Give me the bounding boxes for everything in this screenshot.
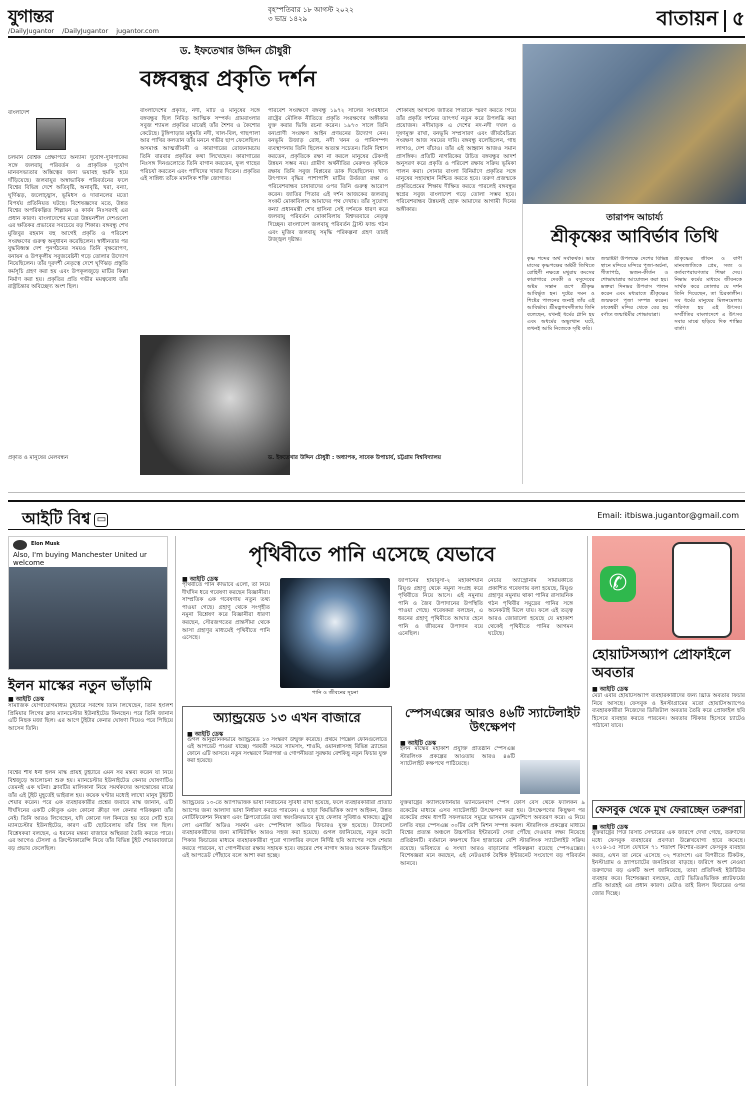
facebook-desk: ■ আইটি ডেস্ক xyxy=(592,824,629,831)
water-col-2: জাপানের হায়াবুসা-২ মহাকাশযান রিয়ুগু গ্রহাণু থেকে নমুনা সংগ্রহ করে পৃথিবীতে নিয়ে আসে। এই নমুনায় পানি ও জৈব উপাদানের উপস্থিতি পাওয়া গেছে। গবেষকরা বলছেন, এ ধরনের গ্রহাণু পৃথিবীতে আঘাত হেনে পানি ও জীবনের উপাদান বয়ে এনেছিল। xyxy=(398,578,483,638)
tweet-screenshot xyxy=(8,536,168,670)
section-label xyxy=(657,4,745,37)
musk-body-cont: বিশ্বের শীর্ষ ধনী ইলন মাস্ক প্রায়ই টুইটারে এমন সব মন্তব্য করেন যা নিয়ে বিশ্বজুড়ে আলোচনা শুরু হয়। ম্যানচেস্টার ইউনাইটেড কেনার ঘোষণাটিও তেমনই এক ঘটনা। ক্লাবটির মালিকানা নিয়ে সমর্থকদের অসন্তোষের মাঝে তাঁর এই টুইট মুহূর্তেই ভাইরাল হয়। কয়েক ঘণ্টার মধ্যেই লাখো মানুষ টুইটটি শেয়ার করেন। পরে এক ব্যবহারকারীর প্রশ্নের জবাবে মাস্ক জানান, এটি দীর্ঘদিনের একটি কৌতুক এবং কোনো ক্রীড়া দল কেনার পরিকল্পনা তাঁর নেই। তিনি আরও লিখেছেন, যদি কোনো দল কিনতে হয় তবে সেটি হবে ম্যানচেস্টার ইউনাইটেড, কারণ এটি ছোটবেলায় তাঁর প্রিয় দল ছিল। বিশ্লেষকরা বলছেন, এ ধরনের মন্তব্য বাজারে অস্থিরতা তৈরি করতে পারে। এর আগেও টেসলা ও ক্রিপ্টোকারেন্সি নিয়ে তাঁর বিভিন্ন টুইট শেয়ারবাজারে বড় প্রভাব ফেলেছিল। xyxy=(8,770,173,852)
main-byline: ড. ইফতেখার উদ্দিন চৌধুরী xyxy=(180,46,291,57)
krishna-col-3: শ্রীকৃষ্ণের জীবন ও বাণী মানবজাতিকে প্রেম, সত্য ও কর্তব্যপরায়ণতার শিক্ষা দেয়। নিষ্কাম কর্মের মাধ্যমে জীবনকে সার্থক করে তোলার যে দর্শন তিনি দিয়েছেন, তা চিরকালীন। সব ধর্মের মানুষের মিলনমেলায় পরিণত হয় এই উৎসব। সম্প্রীতির বাংলাদেশে এ উৎসব সবার মাঝে ছড়িয়ে দিক শান্তির বার্তা। xyxy=(674,256,743,332)
android-body-cont: অ্যান্ড্রয়েড ১৩-তে অ্যাপভিত্তিক ভাষা নির্বাচনের সুবিধা রাখা হয়েছে, ফলে ব্যবহারকারীরা প্রতিটি অ্যাপের জন্য আলাদা ভাষা নির্ধারণ করতে পারবেন। এ ছাড়া থিমভিত্তিক অ্যাপ আইকন, উন্নত নোটিফিকেশন নিয়ন্ত্রণ এবং ক্লিপবোর্ডের তথ্য স্বয়ংক্রিয়ভাবে মুছে ফেলার সুবিধাও থাকছে। ব্লুটুথ লো এনার্জি অডিও সমর্থন এবং স্পেশিয়াল অডিও ফিচারও যুক্ত হয়েছে। ট্যাবলেট ব্যবহারকারীদের জন্য মাল্টিটাস্কিং আরও সহজ করা হয়েছে। গুগল জানিয়েছে, নতুন ফটো পিকার ফিচারের মাধ্যমে ব্যবহারকারীরা পুরো গ্যালারির বদলে নির্দিষ্ট ছবি অ্যাপের সঙ্গে শেয়ার করতে পারবেন, যা গোপনীয়তা রক্ষায় সহায়ক হবে। বছরের শেষ নাগাদ আরও অনেক ডিভাইসে এই আপডেট পৌঁছাবে বলে আশা করা হচ্ছে। xyxy=(182,800,392,860)
tweet-author: Elon Musk xyxy=(31,541,60,547)
author-portrait-icon xyxy=(36,118,66,150)
newspaper-logo[interactable]: যুগান্তর xyxy=(8,7,53,27)
facebook-headline-box xyxy=(592,800,745,818)
avatar-icon xyxy=(13,540,27,550)
tweet-text: Also, I'm buying Manchester United ur welcome xyxy=(13,551,147,567)
spacex-body-cont: যুক্তরাষ্ট্রের ক্যালিফোর্নিয়ার ভ্যানডেনবার্গ স্পেস ফোর্স বেস থেকে ফ্যালকন ৯ রকেটের মাধ্যমে এসব স্যাটেলাইট উৎক্ষেপণ করা হয়। উৎক্ষেপণের কিছুক্ষণ পর রকেটের প্রথম ধাপটি সফলভাবে সমুদ্রে ভাসমান ড্রোনশিপে অবতরণ করে। এ নিয়ে চলতি বছর স্পেসএক্স ৩০টির বেশি মিশন সম্পন্ন করল। স্টারলিংক প্রকল্পের মাধ্যমে বিশ্বের প্রত্যন্ত অঞ্চলে উচ্চগতির ইন্টারনেট সেবা পৌঁছে দেওয়ার লক্ষ্য নিয়েছে প্রতিষ্ঠানটি। বর্তমানে কক্ষপথে তিন হাজারের বেশি স্টারলিংক স্যাটেলাইট সক্রিয় রয়েছে। ভবিষ্যতে এ সংখ্যা আরও বাড়ানোর পরিকল্পনা রয়েছে স্পেসএক্সের। বিশেষজ্ঞরা মনে করছেন, এই নেটওয়ার্ক বৈশ্বিক ইন্টারনেট সংযোগে বড় পরিবর্তন আনবে। xyxy=(400,800,585,867)
main-col-1-lead: বাংলাদেশ xyxy=(8,110,30,116)
computer-icon: ▭ xyxy=(94,513,108,527)
spacex-body: ইলন মাস্কের মহাকাশ প্রযুক্তি প্রতিষ্ঠান স্পেসএক্স স্টারলিংক প্রকল্পের আওতায় আরও ৪৬টি স্যাটেলাইট কক্ষপথে পাঠিয়েছে। xyxy=(400,746,515,768)
android-headline[interactable]: অ্যান্ড্রয়েড ১৩ এখন বাজারে xyxy=(213,711,361,726)
spacex-headline[interactable]: স্পেসএক্সের আরও ৪৬টি স্যাটেলাইট উৎক্ষেপণ xyxy=(405,706,580,734)
page-number: ৫ xyxy=(732,6,745,30)
main-col-2: বাংলাদেশের প্রকৃতি, নদী, মাটি ও মানুষের সঙ্গে বঙ্গবন্ধুর ছিল নিবিড় আত্মিক সম্পর্ক। গ্রামবাংলার সবুজ শ্যামল প্রকৃতির মাঝেই তাঁর শৈশব ও কৈশোর কেটেছে। টুঙ্গিপাড়ার মধুমতি নদী, খাল-বিল, গাছপালা আর পাখির কলতান তাঁর মননে গভীর ছাপ ফেলেছিল। অসমাপ্ত আত্মজীবনী ও কারাগারের রোজনামচায় তিনি বারবার প্রকৃতির কথা লিখেছেন। কারাগারের নিঃসঙ্গ দিনগুলোতে তিনি বাগান করতেন, ফুল গাছের পরিচর্যা করতেন এবং পাখিদের খাবার দিতেন। প্রকৃতির এই সান্নিধ্য তাঁকে মানসিক শক্তি জোগাত। xyxy=(140,108,260,183)
section-name: বাতায়ন xyxy=(656,6,719,30)
krishna-columns xyxy=(527,256,742,481)
android-desk: ■ আইটি ডেস্ক xyxy=(187,731,224,738)
krishna-col-1: কৃষ্ণ শব্দের অর্থ সর্বাকর্ষক। ভাদ্র মাসের কৃষ্ণপক্ষের অষ্টমী তিথিতে রোহিণী নক্ষত্রে মথুরায় কংসের কারাগারে দেবকী ও বসুদেবের অষ্টম সন্তান রূপে শ্রীকৃষ্ণ আবির্ভূত হন। দুষ্টের দমন ও শিষ্টের পালনের জন্যই তাঁর এই আবির্ভাব। শ্রীমদ্ভগবদ্গীতায় তিনি বলেছেন, যখনই ধর্মের গ্লানি হয় এবং অধর্মের অভ্যুত্থান ঘটে, তখনই আমি নিজেকে সৃষ্টি করি। xyxy=(527,256,595,332)
main-col-lower: প্রকৃতি ও মানুষের মেলবন্ধন xyxy=(8,455,69,461)
it-section-title xyxy=(22,506,108,533)
whatsapp-headline[interactable]: হোয়াটসঅ্যাপ প্রোফাইলে অবতার xyxy=(592,647,731,681)
musk-body: সামাজিক যোগাযোগমাধ্যম টুইটারে সর্বশেষ তিনি লিখেছেন, তিনি ইংলিশ প্রিমিয়ার লিগের ক্লাব ম্যানচেস্টার ইউনাইটেড কিনছেন। পরে তিনি জানান এটি নিছক মজা ছিল। এর আগে টুইটার কেনার ঘোষণা দিয়েও পরে পিছিয়ে আসেন তিনি। xyxy=(8,703,173,732)
it-title-text: আইটি বিশ্ব xyxy=(22,509,91,528)
musk-headline[interactable]: ইলন মাস্কের নতুন ভাঁড়ামি xyxy=(8,678,152,694)
it-section-header xyxy=(8,500,745,530)
facebook-headline[interactable]: ফেসবুক থেকে মুখ ফেরাচ্ছেন তরুণরা xyxy=(595,805,742,816)
issue-date xyxy=(268,6,354,24)
date-line-2: ৩ ভাদ্র ১৪২৯ xyxy=(268,15,308,23)
column-rule xyxy=(587,536,588,1086)
phone-icon xyxy=(672,542,732,638)
earth-image xyxy=(280,578,390,688)
water-col-1: পৃথিবীতে পানি কীভাবে এলো, তা নিয়ে দীর্ঘদিন ধরে গবেষণা করছেন বিজ্ঞানীরা। সাম্প্রতিক এক গবেষণায় নতুন তথ্য পাওয়া গেছে। গ্রহাণু থেকে সংগৃহীত নমুনা বিশ্লেষণ করে বিজ্ঞানীরা ধারণা করছেন, সৌরজগতের প্রান্তসীমা থেকে আসা গ্রহাণুর মাধ্যমেই পৃথিবীতে পানি এসেছে। xyxy=(182,582,270,642)
whatsapp-icon: ✆ xyxy=(600,566,636,602)
website-link[interactable]: jugantor.com xyxy=(116,27,159,35)
whatsapp-body: মেটা এবার হোয়াটসঅ্যাপ ব্যবহারকারীদের জন্য থ্রিডি অবতার ফিচার নিয়ে আসছে। ফেসবুক ও ইনস্টাগ্রামের মতো হোয়াটসঅ্যাপেও ব্যবহারকারীরা নিজেদের ডিজিটাল অবতার তৈরি করে প্রোফাইল ছবি হিসেবে ব্যবহার করতে পারবেন। অবতার স্টিকার হিসেবে চ্যাটেও পাঠানো যাবে। xyxy=(592,693,745,730)
main-col-1: চলমান বৈশ্বিক প্রেক্ষাপটে অন্যান্য দুর্যোগ-দুর্বিপাকের সঙ্গে জলবায়ু পরিবর্তন ও প্রাকৃতিক দুর্যোগ মানবসভ্যতার অস্তিত্বের জন্য ভয়াবহ হুমকি হয়ে দাঁড়িয়েছে। জলবায়ুর অস্বাভাবিক পরিবর্তনের ফলে বিশ্বের বিভিন্ন দেশে অতিবৃষ্টি, অনাবৃষ্টি, খরা, বন্যা, ঘূর্ণিঝড়, জলোচ্ছ্বাস, ভূমিধস ও দাবানলের মতো বিপর্যয় প্রতিনিয়ত ঘটছে। বিশেষজ্ঞদের মতে, উন্নত বিশ্বের অপরিকল্পিত শিল্পায়ন ও কার্বন নিঃসরণই এর প্রধান কারণ। বাংলাদেশের মতো উন্নয়নশীল দেশগুলো এর ক্ষতিকর প্রভাবের সবচেয়ে বড় শিকার। বঙ্গবন্ধু শেখ মুজিবুর রহমান বহু আগেই প্রকৃতি ও পরিবেশ সংরক্ষণের গুরুত্ব অনুধাবন করেছিলেন। স্বাধীনতার পর যুদ্ধবিধ্বস্ত দেশ পুনর্গঠনের সময়ও তিনি বৃক্ষরোপণ, বনায়ন ও উপকূলীয় সবুজবেষ্টনী গড়ে তোলার উদ্যোগ নিয়েছিলেন। তাঁর দূরদর্শী নেতৃত্বে দেশে ঘূর্ণিঝড় প্রস্তুতি কর্মসূচি গ্রহণ করা হয় এবং উপকূলজুড়ে মাটির কিল্লা নির্মাণ করা হয়। প্রকৃতির প্রতি গভীর মমত্ববোধ তাঁর রাষ্ট্রচিন্তার অবিচ্ছেদ্য অংশ ছিল। xyxy=(8,155,128,291)
it-email[interactable]: Email: itbiswa.jugantor@gmail.com xyxy=(597,511,739,520)
section-divider xyxy=(724,10,726,32)
main-headline[interactable]: বঙ্গবন্ধুর প্রকৃতি দর্শন xyxy=(140,66,317,92)
social-links xyxy=(8,27,159,35)
masthead xyxy=(8,4,745,38)
krishna-article xyxy=(522,44,745,484)
krishna-col-2: জন্মাষ্টমী উপলক্ষে দেশের বিভিন্ন স্থানে মন্দিরে মন্দিরে পূজা-অর্চনা, গীতাপাঠ, ভজন-কীর্তন ও শোভাযাত্রার আয়োজন করা হয়। ভক্তরা দিনভর উপবাস পালন করেন এবং মধ্যরাতে শ্রীকৃষ্ণের জন্মক্ষণে পূজা সম্পন্ন করেন। ঢাকেশ্বরী মন্দির থেকে বের হয় বর্ণাঢ্য জন্মাষ্টমীর শোভাযাত্রা। xyxy=(600,256,669,318)
earth-caption: পানি ও জীবনের সূচনা xyxy=(311,690,359,696)
main-footnote: ড. ইফতেখার উদ্দিন চৌধুরী : অধ্যাপক, সাবেক উপাচার্য, চট্টগ্রাম বিশ্ববিদ্যালয় xyxy=(268,455,442,461)
column-rule xyxy=(175,536,176,1086)
section-rule xyxy=(8,492,745,493)
whatsapp-desk: ■ আইটি ডেস্ক xyxy=(592,686,629,693)
android-body: গুগল আনুষ্ঠানিকভাবে অ্যান্ড্রয়েড ১৩ সংস্করণ উন্মুক্ত করেছে। প্রথমে পিক্সেল ফোনগুলোতে এই আপডেট পাওয়া যাচ্ছে। পরবর্তী সময়ে স্যামসাং, শাওমি, ওয়ানপ্লাসসহ বিভিন্ন ব্র্যান্ডের ফোনে এটি আসবে। নতুন সংস্করণে নিরাপত্তা ও গোপনীয়তা সুরক্ষায় বেশকিছু নতুন ফিচার যুক্ত করা হয়েছে। xyxy=(187,737,387,764)
rocket-image xyxy=(520,760,580,794)
water-headline[interactable]: পৃথিবীতে পানি এসেছে যেভাবে xyxy=(248,542,496,566)
facebook-link[interactable]: /DailyJugantor xyxy=(8,27,55,35)
musk-desk: ■ আইটি ডেস্ক xyxy=(8,696,45,703)
water-desk: ■ আইটি ডেস্ক xyxy=(182,576,219,583)
water-col-3: নেচার অ্যাস্ট্রোনমি সাময়িকীতে প্রকাশিত গবেষণায় বলা হয়েছে, রিয়ুগু গ্রহাণুর নমুনায় থাকা পানির রাসায়নিক গঠন পৃথিবীর সমুদ্রের পানির সঙ্গে অনেকটাই মিলে যায়। ফলে এই তত্ত্ব আরও জোরালো হয়েছে যে মহাকাশ থেকেই পৃথিবীতে পানির আগমন ঘটেছে। xyxy=(488,578,573,638)
main-col-4: শোকাবহ আগস্টে জাতির পিতাকে স্মরণ করতে গিয়ে তাঁর প্রকৃতি দর্শনের তাৎপর্য নতুন করে উপলব্ধি করা প্রয়োজন। নদীমাতৃক এ দেশের নদ-নদী দখল ও দূষণমুক্ত রাখা, বনভূমি সম্প্রসারণ এবং জীববৈচিত্র্য সংরক্ষণ আজ সময়ের দাবি। বঙ্গবন্ধু বলেছিলেন, গাছ লাগাও, দেশ বাঁচাও। তাঁর এই আহ্বান আজও সমান প্রাসঙ্গিক। প্রতিটি নাগরিকের উচিত বঙ্গবন্ধুর আদর্শ অনুসরণ করে প্রকৃতি ও পরিবেশ রক্ষায় সক্রিয় ভূমিকা পালন করা। সোনার বাংলা বিনির্মাণে প্রকৃতির সঙ্গে মানুষের সহাবস্থান নিশ্চিত করতে হবে। তরুণ প্রজন্মকে প্রকৃতিপ্রেমের শিক্ষায় দীক্ষিত করতে পারলেই বঙ্গবন্ধুর স্বপ্নের সবুজ বাংলাদেশ গড়ে তোলা সম্ভব হবে। পরিবেশবান্ধব উন্নয়নই হোক আমাদের আগামী দিনের অঙ্গীকার। xyxy=(396,108,516,213)
krishna-byline: তারাপদ আচার্য্য xyxy=(606,213,663,223)
facebook-body: যুক্তরাষ্ট্রের পিউ রিসার্চ সেন্টারের এক জরিপে দেখা গেছে, তরুণদের মধ্যে ফেসবুক ব্যবহারের প্রবণতা উল্লেখযোগ্য হারে কমেছে। ২০১৪-১৫ সালে যেখানে ৭১ শতাংশ কিশোর-তরুণ ফেসবুক ব্যবহার করত, এখন তা নেমে এসেছে ৩২ শতাংশে। এর বিপরীতে টিকটক, ইনস্টাগ্রাম ও স্ন্যাপচ্যাটের জনপ্রিয়তা বাড়ছে। জরিপে অংশ নেওয়া তরুণদের বড় একটি অংশ জানিয়েছে, তারা প্রতিদিনই ইউটিউব ব্যবহার করে। বিশেষজ্ঞরা বলছেন, ছোট ভিডিওভিত্তিক প্ল্যাটফর্মের প্রতি আগ্রহই এর প্রধান কারণ। মেটাও তাই রিলস ফিচারের ওপর জোর দিচ্ছে। xyxy=(592,830,745,897)
twitter-link[interactable]: /DailyJugantor xyxy=(62,27,109,35)
krishna-headline[interactable]: শ্রীকৃষ্ণের আবির্ভাব তিথি xyxy=(550,227,719,247)
spacex-desk: ■ আইটি ডেস্ক xyxy=(400,740,437,747)
android-article xyxy=(182,706,392,796)
main-col-3: পরিবেশ সংরক্ষণে বঙ্গবন্ধু ১৯৭২ সালের সংবিধানে রাষ্ট্রের মৌলিক নীতিতে প্রকৃতি সংরক্ষণের অঙ্গীকার যুক্ত করার ভিত্তি রচনা করেন। ১৯৭৩ সালে তিনি বন্যপ্রাণী সংরক্ষণ আইন প্রণয়নের উদ্যোগ নেন। বনভূমি উজাড় রোধ, নদী খনন ও পানিসম্পদ ব্যবস্থাপনায় তিনি ছিলেন অত্যন্ত সচেতন। তিনি বিশ্বাস করতেন, প্রকৃতিকে রক্ষা না করলে মানুষের টেকসই উন্নয়ন সম্ভব নয়। গ্রামীণ অর্থনীতির মেরুদণ্ড কৃষিকে রক্ষায় তিনি সবুজ বিপ্লবের ডাক দিয়েছিলেন। খাদ্য উৎপাদন বৃদ্ধির পাশাপাশি মাটির উর্বরতা রক্ষা ও পরিবেশবান্ধব চাষাবাদের ওপর তিনি গুরুত্ব আরোপ করেন। জাতির পিতার এই দর্শন আজকের জলবায়ু সংকট মোকাবিলায় আমাদের পথ দেখায়। তাঁর সুযোগ্য কন্যা প্রধানমন্ত্রী শেখ হাসিনা সেই দর্শনকে ধারণ করে জলবায়ু পরিবর্তন মোকাবিলায় বিশ্বদরবারে নেতৃত্ব দিচ্ছেন। বাংলাদেশ জলবায়ু পরিবর্তন ট্রাস্ট ফান্ড গঠন এবং মুজিব জলবায়ু সমৃদ্ধি পরিকল্পনা গ্রহণ তারই উজ্জ্বল দৃষ্টান্ত। xyxy=(268,108,388,244)
date-line-1: বৃহস্পতিবার ১৮ আগস্ট ২০২২ xyxy=(268,6,354,14)
krishna-image xyxy=(523,44,746,204)
